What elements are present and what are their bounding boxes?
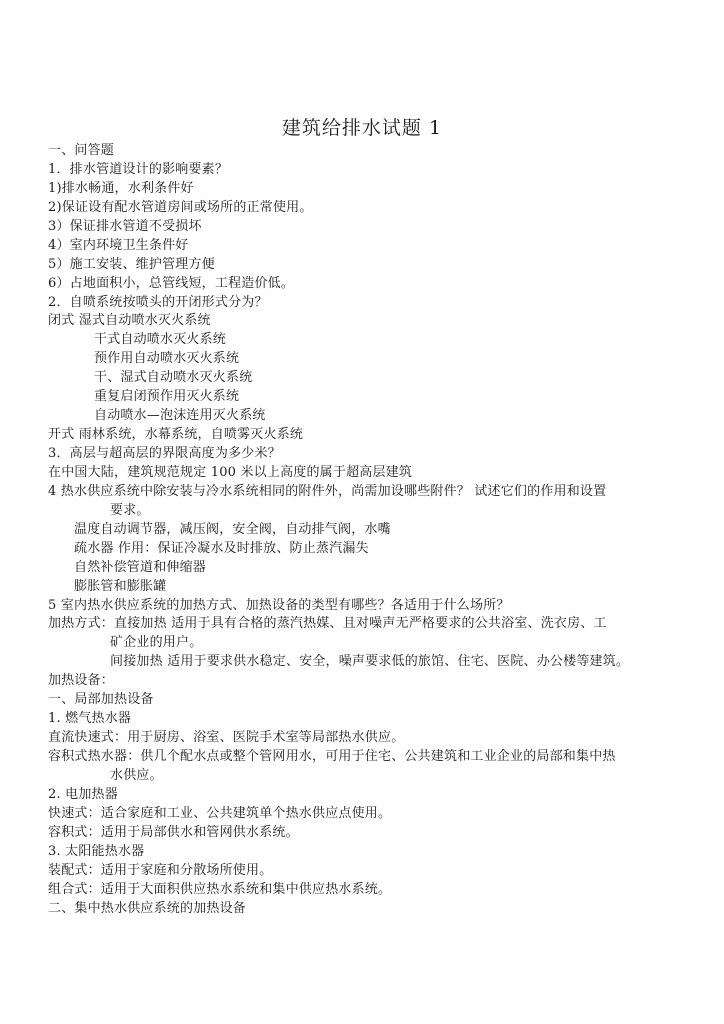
answer-line: 预作用自动喷水灭火系统 [94,351,240,367]
answer-line: 组合式：适用于大面积供应热水系统和集中供应热水系统。 [48,881,392,897]
answer-line: 在中国大陆，建筑规范规定 100 米以上高度的属于超高层建筑 [48,464,413,480]
document-title: 建筑给排水试题 1 [281,117,443,139]
item-heading: 3. 太阳能热水器 [48,843,145,859]
item-heading: 2. 电加热器 [48,786,118,802]
answer-line: 1)排水畅通，水利条件好 [48,180,194,196]
answer-line: 干式自动喷水灭火系统 [94,332,227,348]
answer-line: 自动喷水—泡沫连用灭火系统 [94,408,266,424]
subsection-heading: 二、集中热水供应系统的加热设备 [48,900,247,916]
question-5: 5 室内热水供应系统的加热方式、加热设备的类型有哪些？各适用于什么场所？ [48,597,510,613]
answer-line: 6）占地面积小，总管线短，工程造价低。 [48,275,295,291]
answer-line: 容积式：适用于局部供水和管网供水系统。 [48,824,299,840]
answer-line: 加热设备： [48,673,115,689]
answer-line: 3）保证排水管道不受损坏 [48,218,202,234]
question-2: 2．自喷系统按喷头的开闭形式分为？ [48,294,268,310]
answer-line: 间接加热 适用于要求供水稳定、安全，噪声要求低的旅馆、住宅、医院、办公楼等建筑。 [110,654,630,670]
question-4: 4 热水供应系统中除安装与冷水系统相同的附件外，尚需加设哪些附件？ 试述它们的作用和设置 [48,483,607,499]
answer-line: 干、湿式自动喷水灭火系统 [94,370,253,386]
answer-line: 直流快速式：用于厨房、浴室、医院手术室等局部热水供应。 [48,730,405,746]
answer-line: 快速式：适合家庭和工业、公共建筑单个热水供应点使用。 [48,805,392,821]
answer-line: 重复启闭预作用灭火系统 [94,389,240,405]
answer-line: 膨胀管和膨胀罐 [74,578,167,594]
question-4-continued: 要求。 [110,502,150,518]
answer-line: 加热方式：直接加热 适用于具有合格的蒸汽热媒、且对噪声无严格要求的公共浴室、洗衣房、工 [48,616,607,632]
item-heading: 1. 燃气热水器 [48,711,132,727]
question-3: 3．高层与超高层的界限高度为多少米？ [48,446,281,461]
question-1: 1．排水管道设计的影响要素？ [48,161,229,177]
answer-line-continued: 水供应。 [110,767,163,783]
answer-line: 开式 雨林系统，水幕系统，自喷雾灭火系统 [48,427,304,443]
section-heading: 一、问答题 [48,143,115,158]
answer-line-continued: 矿企业的用户。 [110,635,203,651]
answer-line: 容积式热水器：供几个配水点或整个管网用水，可用于住宅、公共建筑和工业企业的局部和集中热 [48,749,616,764]
answer-line: 温度自动调节器，减压阀，安全阀，自动排气阀，水嘴 [74,521,391,537]
answer-line: 闭式 湿式自动喷水灭火系统 [48,313,211,329]
answer-line: 疏水器 作用：保证冷凝水及时排放、防止蒸汽漏失 [74,540,369,556]
document-body [48,142,678,918]
subsection-heading: 一、局部加热设备 [48,692,154,708]
answer-line: 2)保证设有配水管道房间或场所的正常使用。 [48,199,313,215]
answer-line: 装配式：适用于家庭和分散场所使用。 [48,862,273,878]
answer-line: 自然补偿管道和伸缩器 [74,559,207,575]
answer-line: 5）施工安装、维护管理方便 [48,256,215,272]
answer-line: 4）室内环境卫生条件好 [48,237,189,253]
